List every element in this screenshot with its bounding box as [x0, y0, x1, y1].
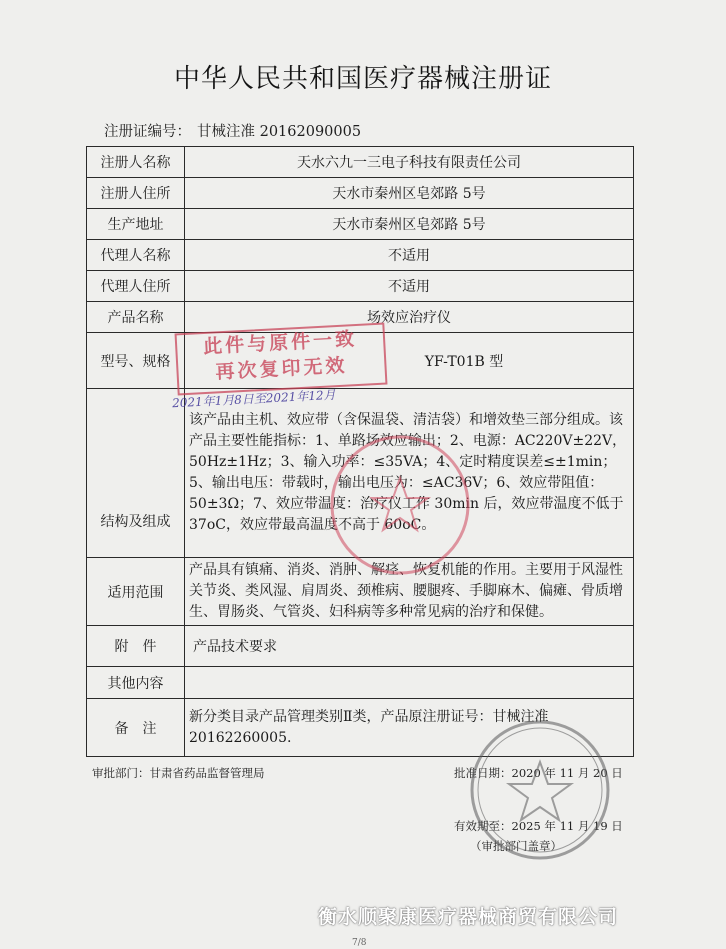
stamp-line-1: 此件与原件一致: [202, 328, 358, 359]
valid-until: 有效期至：2025 年 11 月 19 日: [454, 819, 623, 833]
table-row: [87, 209, 634, 240]
row-key: 代理人住所: [87, 271, 185, 302]
registration-number-value: 甘械注准 20162090005: [197, 124, 362, 140]
approval-date: 批准日期：2020 年 11 月 20 日: [454, 766, 623, 780]
attachment-value: 产品技术要求: [185, 626, 634, 667]
table-row: [87, 271, 634, 302]
row-key: 其他内容: [87, 667, 185, 699]
table-row: [87, 558, 634, 626]
table-row: [87, 178, 634, 209]
copy-verification-stamp: [175, 323, 388, 396]
row-key: 注册人住所: [87, 178, 185, 209]
registrant-address-value: 天水市秦州区皂郊路 5号: [185, 178, 634, 209]
approval-department: 审批部门：甘肃省药品监督管理局: [92, 766, 265, 780]
table-row: [87, 147, 634, 178]
production-address-value: 天水市秦州区皂郊路 5号: [185, 209, 634, 240]
row-key: 注册人名称: [87, 147, 185, 178]
agent-address-value: 不适用: [185, 271, 634, 302]
model-value: YF-T01B 型: [185, 333, 634, 389]
agent-name-value: 不适用: [185, 240, 634, 271]
row-key: 适用范围: [87, 558, 185, 626]
registrant-name-value: 天水六九一三电子科技有限责任公司: [185, 147, 634, 178]
structure-value: 该产品由主机、效应带（含保温袋、清洁袋）和增效垫三部分组成。该产品主要性能指标：1、单路场效应输出；2、电源：AC220V±22V，50Hz±1Hz；3、输入功率：≤35VA；4、定时精度误差≤±1min；5、输出电压：带载时，输出电压为：≤AC36V；6、效应带阻值：50±3Ω；7、效应带温度：治疗仪工作 30min 后，效应带温度不低于 37oC，效应带最高温度不高于 60oC。: [185, 389, 634, 558]
remark-value: 新分类目录产品管理类别Ⅱ类，产品原注册证号：甘械注准 20162260005.: [185, 699, 634, 757]
row-key: 产品名称: [87, 302, 185, 333]
scope-value: 产品具有镇痛、消炎、消肿、解痉、恢复机能的作用。主要用于风湿性关节炎、类风湿、肩周炎、颈椎病、腰腿疼、手脚麻木、偏瘫、骨质增生、胃肠炎、气管炎、妇科病等多种常见病的治疗和保健。: [185, 558, 634, 626]
stamp-date: 2021年1月8日至2021年12月: [171, 387, 336, 411]
company-watermark: 衡水顺聚康医疗器械商贸有限公司: [318, 906, 619, 928]
stamp-line-2: 再次复印无效: [215, 354, 349, 384]
issuer-seal-note: （审批部门盖章）: [470, 839, 562, 853]
other-value: [185, 667, 634, 699]
page-number: 7/8: [352, 938, 367, 948]
row-key: 型号、规格: [87, 333, 185, 389]
table-row: [87, 240, 634, 271]
page-title: 中华人民共和国医疗器械注册证: [173, 64, 552, 94]
row-key: 附 件: [87, 626, 185, 667]
certificate-table: [86, 146, 634, 757]
table-row: [87, 667, 634, 699]
table-row: [87, 699, 634, 757]
table-row: [87, 626, 634, 667]
row-key: 备 注: [87, 699, 185, 757]
table-row: [87, 389, 634, 558]
registration-number-label: 注册证编号：: [104, 124, 191, 140]
registration-number: [104, 120, 361, 141]
row-key: 结构及组成: [87, 389, 185, 558]
row-key: 生产地址: [87, 209, 185, 240]
row-key: 代理人名称: [87, 240, 185, 271]
product-name-value: 场效应治疗仪: [185, 302, 634, 333]
